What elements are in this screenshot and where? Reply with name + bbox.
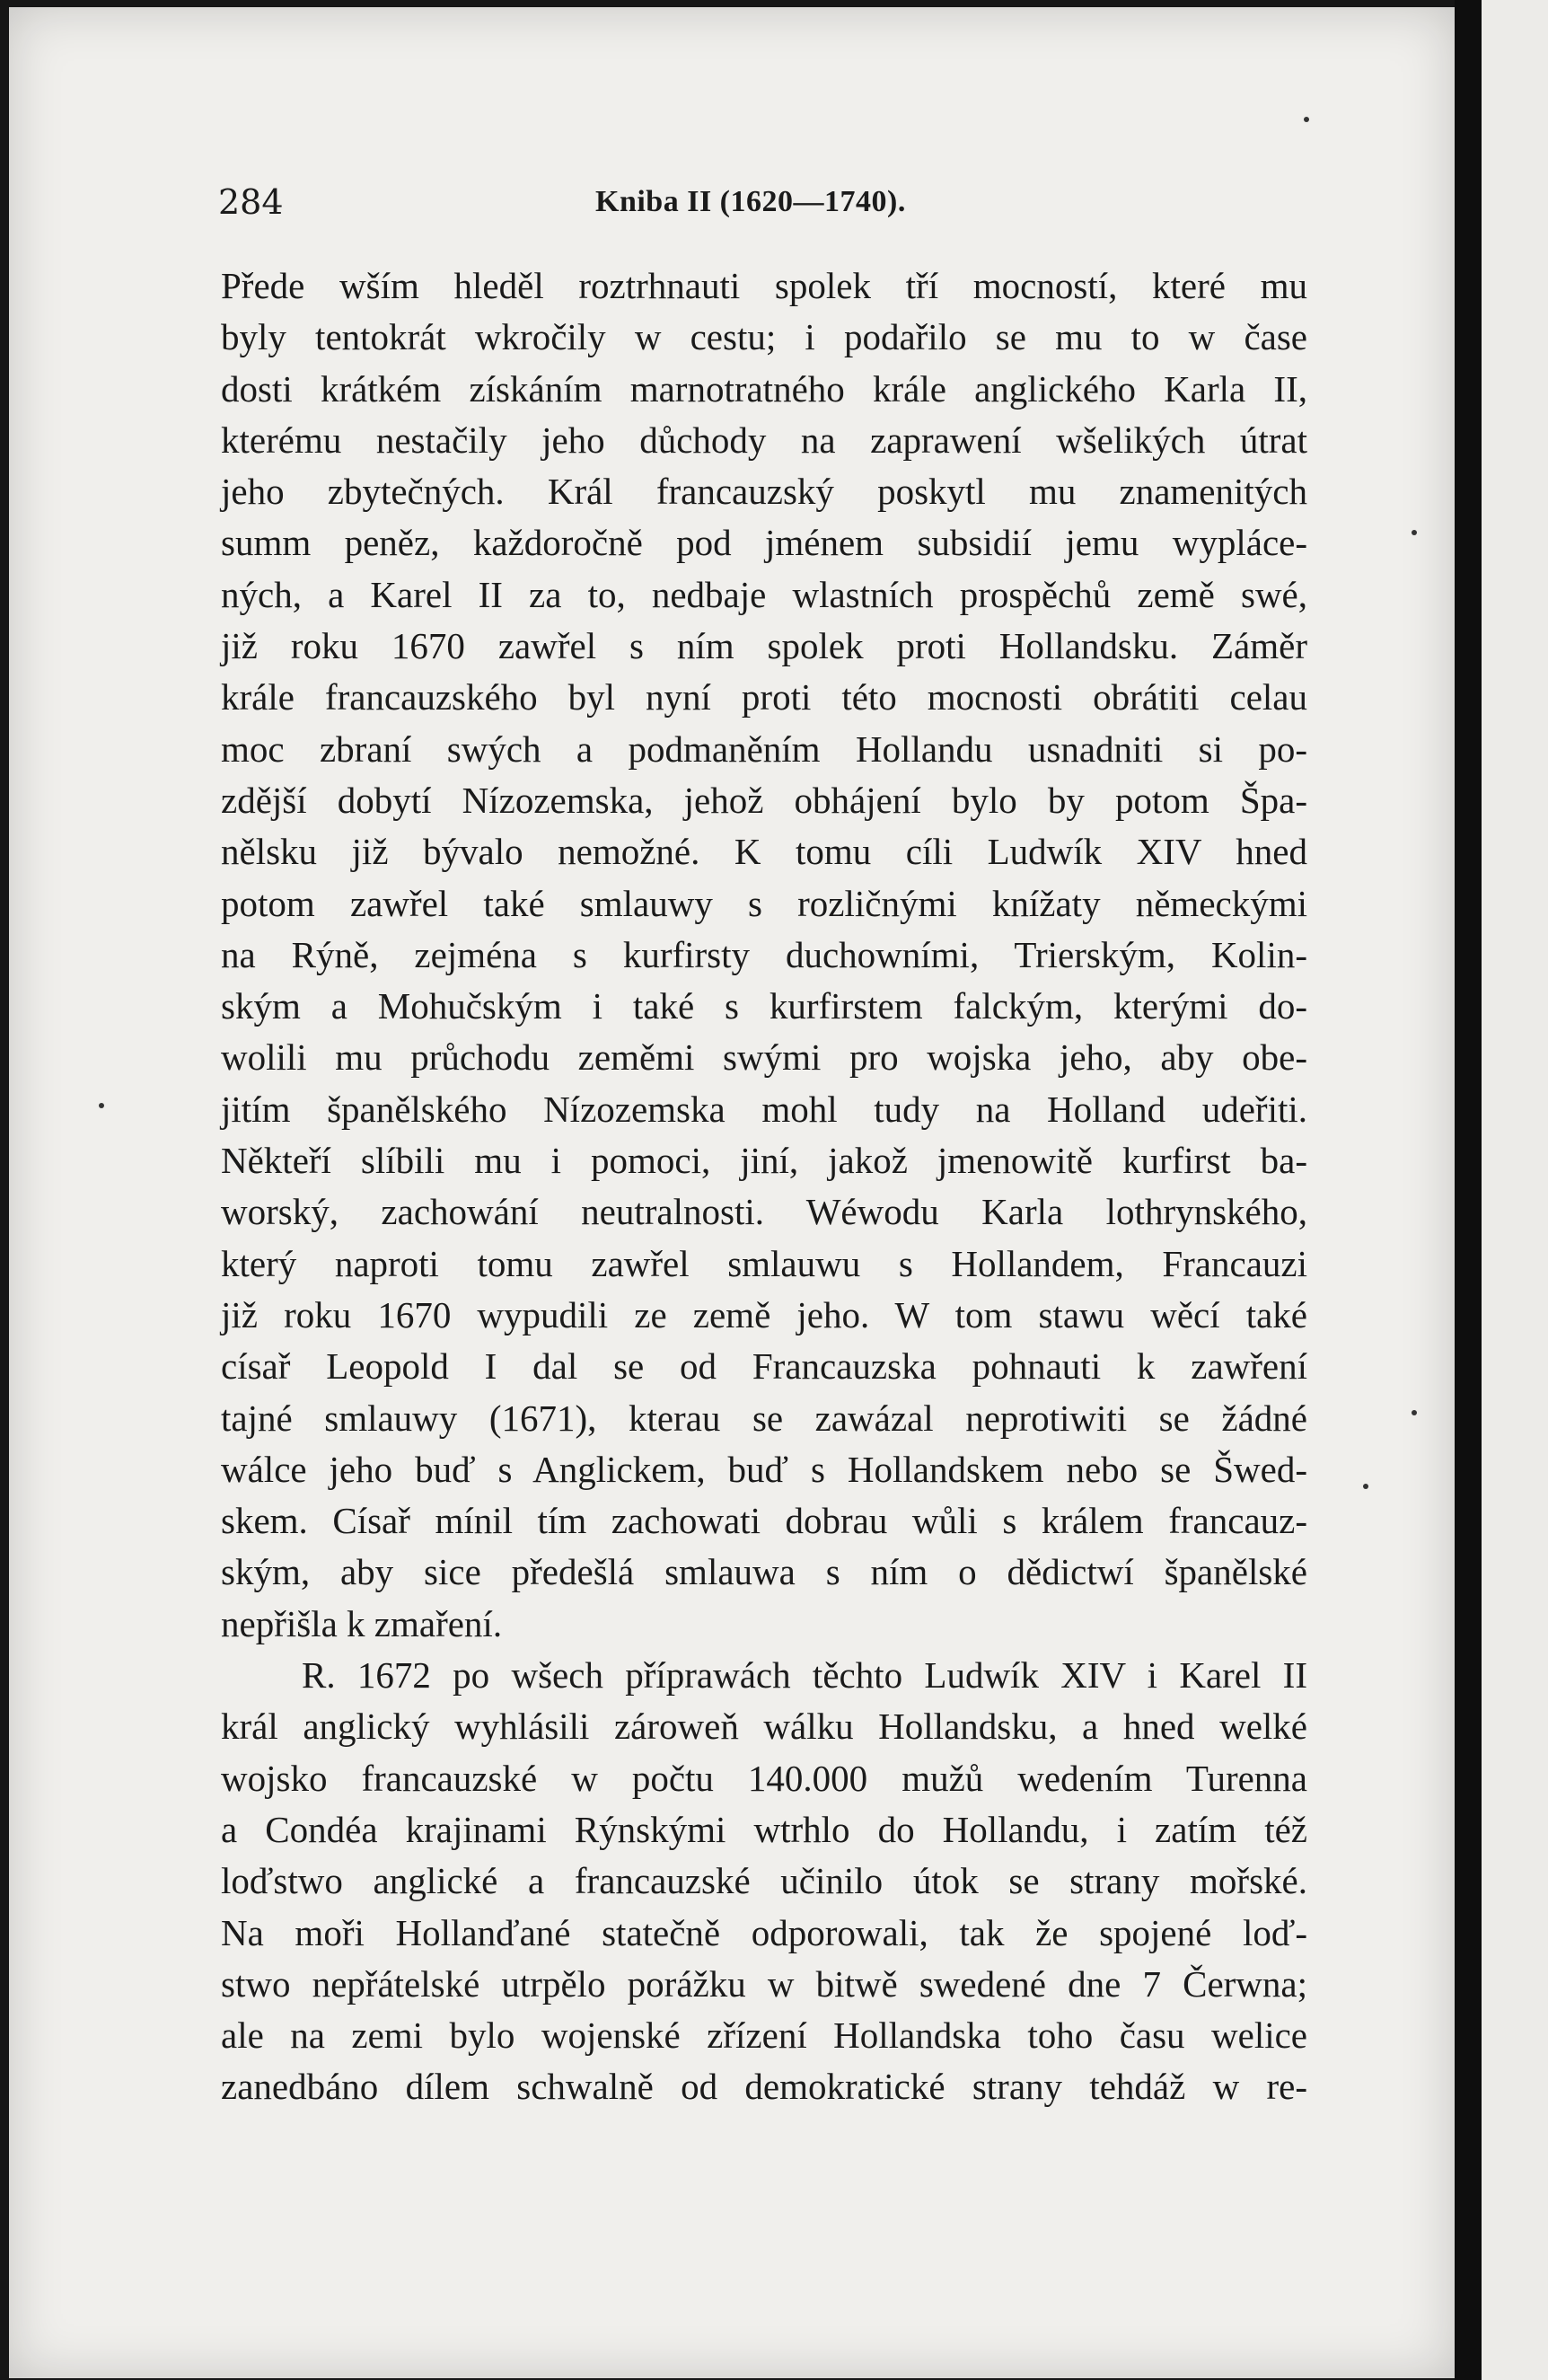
text-line-paragraph-end: nepřišla k zmaření. [221,1602,503,1644]
text-line: dosti krátkém získáním marnotratného krále anglického Karla II, [221,367,1307,410]
page-number: 284 [218,182,284,222]
text-line: loďstwo anglické a francauzské učinilo útok se strany mořské. [221,1860,1307,1902]
running-head: Kniba II (1620—1740). [595,185,906,218]
text-line: král anglický wyhlásili zároweň wálku Hollandsku, a hned welké [221,1706,1307,1748]
scan-speck [99,1103,104,1108]
text-line: kterému nestačily jeho důchody na zaprawení wšelikých útrat [221,419,1307,461]
text-line: byly tentokrát wkročily w cestu; i podařilo se mu to w čase [221,316,1307,358]
text-line: nělsku již bývalo nemožné. K tomu cíli Ludwík XIV hned [221,831,1307,873]
text-line: jitím španělského Nízozemska mohl tudy na Holland udeřiti. [221,1088,1307,1130]
text-line: císař Leopold I dal se od Francauzska pohnauti k zawření [221,1345,1307,1388]
text-line: stwo nepřátelské utrpělo porážku w bitwě swedené dne 7 Čerwna; [221,1962,1307,2005]
text-line: ským a Mohučským i také s kurfirstem falckým, kterými do- [221,985,1307,1027]
text-line: krále francauzského byl nyní proti této mocnosti obrátiti celau [221,676,1307,718]
text-line: zdější dobytí Nízozemska, jehož obhájení bylo by potom Špa- [221,779,1307,821]
next-page-edge [1482,0,1548,2380]
text-line: který naproti tomu zawřel smlauwu s Hollandem, Francauzi [221,1242,1307,1284]
text-line: skem. Císař mínil tím zachowati dobrau wůli s králem francauz- [221,1500,1307,1542]
text-line: a Condéa krajinami Rýnskými wtrhlo do Hollandu, i zatím též [221,1808,1307,1850]
page-header [218,180,1305,225]
scan-speck [1412,530,1417,535]
text-line: wálce jeho buď s Anglickem, buď s Hollandskem nebo se Šwed- [221,1448,1307,1490]
text-line: ale na zemi bylo wojenské zřízení Hollandska toho času welice [221,2014,1307,2057]
text-line: wolili mu průchodu zeměmi swými pro wojska jeho, aby obe- [221,1036,1307,1079]
text-line: již roku 1670 wypudili ze země jeho. W tom stawu wěcí také [221,1293,1307,1335]
text-line: zanedbáno dílem schwalně od demokratické strany tehdáž w re- [221,2066,1307,2108]
text-line: na Rýně, zejména s kurfirsty duchowními, Trierským, Kolin- [221,933,1307,975]
text-line: moc zbraní swých a podmaněním Hollandu usnadniti si po- [221,727,1307,770]
text-line: Na moři Hollanďané statečně odporowali, tak že spojené loď- [221,1911,1307,1953]
text-line: Někteří slíbili mu i pomoci, jiní, jakož jmenowitě kurfirst ba- [221,1140,1307,1182]
text-line: tajné smlauwy (1671), kterau se zawázal neprotiwiti se žádné [221,1397,1307,1439]
body-text [221,260,1307,2113]
text-line: worský, zachowání neutralnosti. Wéwodu Karla lothrynského, [221,1191,1307,1233]
text-line: summ peněz, každoročně pod jménem subsidií jemu wypláce- [221,522,1307,564]
scan-speck [1412,1410,1417,1415]
scan-speck [1304,117,1309,122]
text-line: potom zawřel také smlauwy s rozličnými knížaty německými [221,882,1307,924]
text-line: Přede wším hleděl roztrhnauti spolek tří mocností, které mu [221,265,1307,306]
text-line: wojsko francauzské w počtu 140.000 mužů wedením Turenna [221,1757,1307,1799]
scan-speck [1363,1484,1368,1489]
page-gutter-shadow [1455,0,1482,2380]
text-line: ných, a Karel II za to, nedbaje wlastních prospěchů země swé, [221,573,1307,615]
text-line: jeho zbytečných. Král francauzský poskytl mu znamenitých [221,471,1307,513]
text-line-paragraph-start: R. 1672 po wšech příprawách těchto Ludwík XIV i Karel II [302,1654,1307,1697]
text-line: ským, aby sice předešlá smlauwa s ním o dědictwí španělské [221,1551,1307,1593]
text-line: již roku 1670 zawřel s ním spolek proti Hollandsku. Záměr [221,625,1307,667]
